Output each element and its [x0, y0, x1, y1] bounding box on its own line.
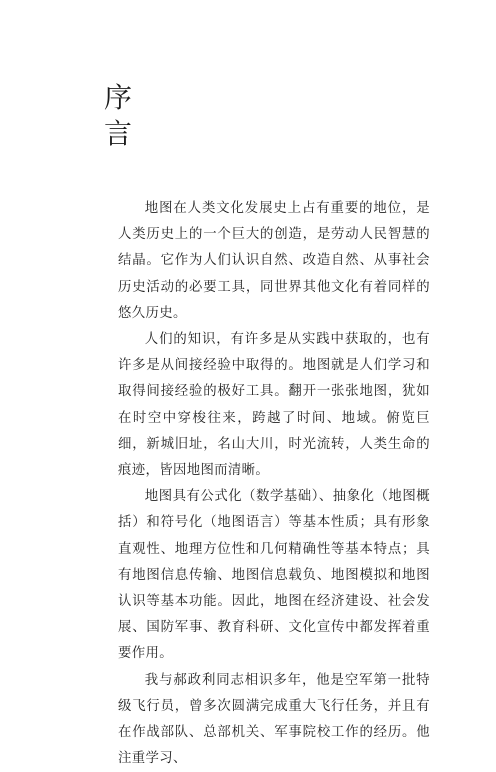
- paragraph-2: 人们的知识，有许多是从实践中获取的，也有许多是从间接经验中取得的。地图就是人们学习和取得间接经验的极好工具。翻开一张张地图，犹如在时空中穿梭往来，跨越了时间、地域。俯览巨细，新城旧址，名山大川，时光流转，人类生命的痕迹，皆因地图而清晰。: [118, 332, 430, 479]
- paragraph-4: 我与郝政利同志相识多年，他是空军第一批特级飞行员，曾多次圆满完成重大飞行任务，并且有在作战部队、总部机关、军事院校工作的经历。他注重学习、: [118, 672, 430, 767]
- paragraph-1: 地图在人类文化发展史上占有重要的地位，是人类历史上的一个巨大的创造，是劳动人民智慧的结晶。它作为人们认识自然、改造自然、从事社会历史活动的必要工具，同世界其他文化有着同样的悠久历史。: [118, 201, 430, 321]
- preface-heading: [104, 80, 144, 152]
- preface-body: [118, 196, 430, 772]
- heading-char-1: 序: [104, 81, 133, 114]
- heading-char-2: 言: [104, 117, 133, 150]
- paragraph-3: 地图具有公式化（数学基础）、抽象化（地图概括）和符号化（地图语言）等基本性质；具有形象直观性、地理方位性和几何精确性等基本特点；具有地图信息传输、地图信息载负、地图模拟和地图认识等基本功能。因此，地图在经济建设、社会发展、国防军事、教育科研、文化宣传中都发挥着重要作用。: [118, 489, 430, 662]
